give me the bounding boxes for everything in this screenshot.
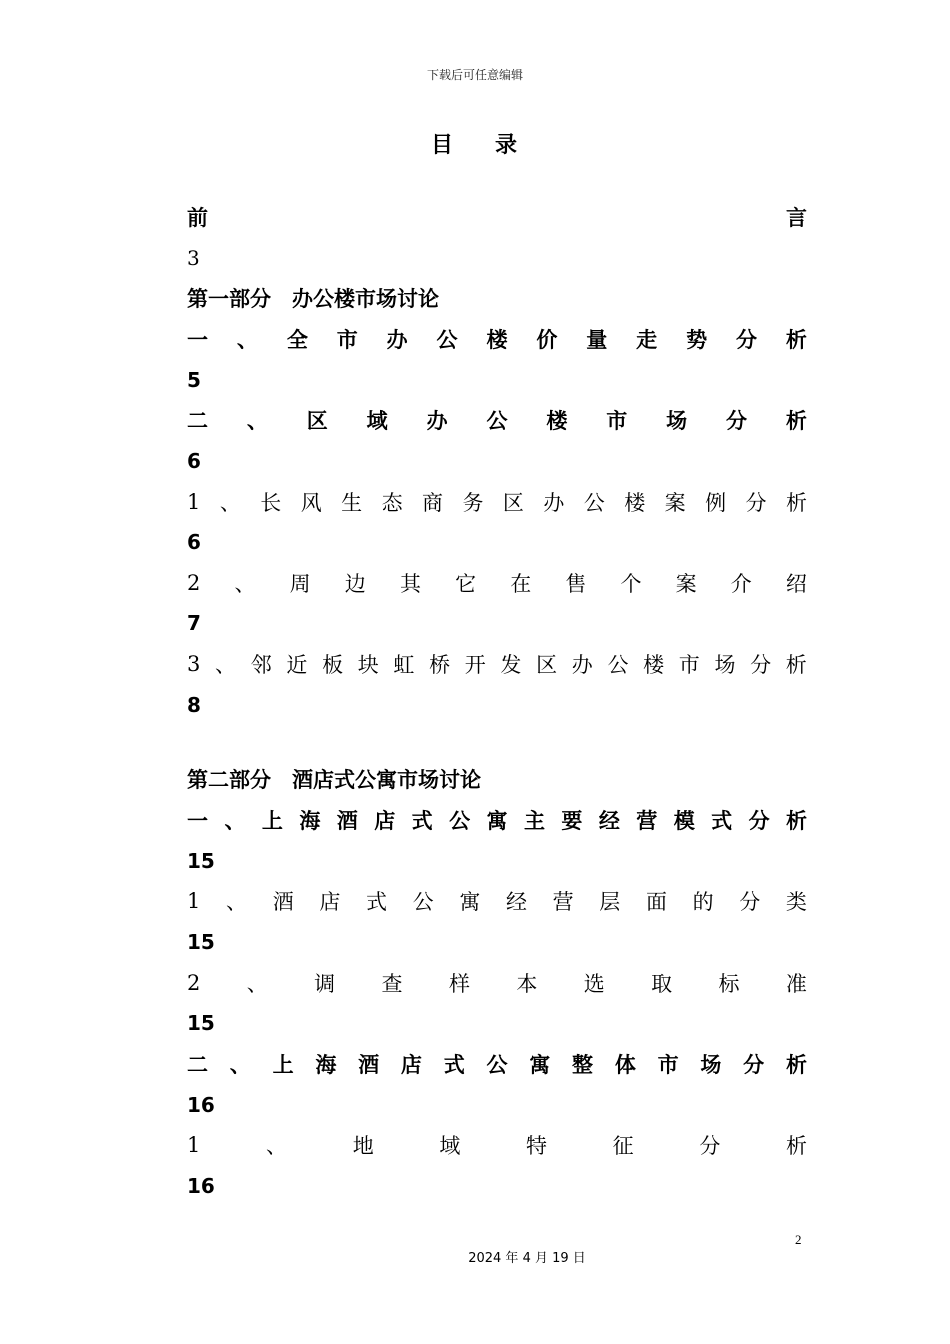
toc-title	[0, 128, 950, 159]
toc-char: 整	[572, 1053, 594, 1077]
toc-char: 主	[523, 809, 545, 833]
toc-char: 特	[526, 1134, 547, 1158]
toc-char: 绍	[785, 572, 807, 596]
toc-char: 析	[786, 809, 807, 833]
toc-char: 选	[583, 972, 605, 996]
toc-char: 近	[286, 653, 308, 677]
toc-char: 风	[300, 491, 322, 515]
toc-char: 案	[675, 572, 697, 596]
toc-char: 量	[586, 328, 608, 352]
toc-char: 开	[464, 653, 486, 677]
toc-char: 海	[299, 809, 321, 833]
toc-char: 、	[236, 328, 258, 352]
toc-char: 上	[261, 809, 283, 833]
toc-char: 前	[187, 206, 208, 230]
toc-char: 、	[266, 1134, 288, 1158]
toc-entry[interactable]	[187, 968, 807, 998]
toc-char: 3	[187, 652, 201, 676]
toc-page-number: 8	[187, 693, 201, 717]
toc-char: 其	[399, 572, 421, 596]
toc-char: 区	[536, 653, 558, 677]
toc-char: 边	[344, 572, 366, 596]
toc-char: 楼	[643, 653, 665, 677]
toc-char: 地	[352, 1134, 374, 1158]
toc-char: 样	[448, 972, 470, 996]
toc-char: 它	[455, 572, 477, 596]
toc-char: 势	[686, 328, 708, 352]
toc-char: 分	[726, 409, 748, 433]
toc-char: 店	[319, 890, 341, 914]
toc-entry-preface[interactable]	[187, 202, 807, 232]
toc-char: 市	[657, 1053, 679, 1077]
toc-char: 市	[336, 328, 358, 352]
toc-char: 酒	[358, 1053, 380, 1077]
toc-char: 寓	[486, 809, 508, 833]
toc-char: 公	[436, 328, 458, 352]
toc-char: 营	[552, 890, 574, 914]
toc-char: 2	[187, 971, 201, 995]
toc-char: 例	[705, 491, 727, 515]
toc-char: 公	[583, 491, 605, 515]
toc-char: 酒	[336, 809, 358, 833]
toc-char: 域	[366, 409, 388, 433]
toc-char: 类	[785, 890, 807, 914]
toc-page-number: 3	[187, 246, 200, 270]
toc-char: 模	[673, 809, 695, 833]
toc-title-char: 录	[495, 133, 520, 158]
toc-char: 的	[692, 890, 714, 914]
toc-page-number: 6	[187, 449, 201, 473]
toc-char: 、	[246, 409, 268, 433]
toc-char: 准	[785, 972, 807, 996]
toc-char: 分	[739, 890, 761, 914]
toc-char: 态	[381, 491, 403, 515]
toc-char: 体	[614, 1053, 636, 1077]
toc-char: 式	[443, 1053, 465, 1077]
toc-char: 在	[510, 572, 532, 596]
toc-char: 查	[381, 972, 403, 996]
toc-char: 板	[322, 653, 344, 677]
toc-char: 价	[536, 328, 558, 352]
toc-char: 二	[187, 1053, 208, 1077]
toc-char: 店	[400, 1053, 422, 1077]
toc-char: 务	[462, 491, 484, 515]
toc-char: 、	[246, 972, 268, 996]
toc-char: 、	[226, 890, 248, 914]
toc-char: 、	[229, 1053, 251, 1077]
toc-char: 区	[502, 491, 524, 515]
toc-char: 楼	[486, 328, 508, 352]
toc-char: 式	[366, 890, 387, 914]
toc-char: 案	[664, 491, 686, 515]
toc-char: 2	[187, 571, 201, 595]
toc-entry[interactable]	[187, 324, 807, 354]
toc-page-number: 15	[187, 849, 215, 873]
toc-char: 邻	[250, 653, 272, 677]
toc-char: 商	[422, 491, 443, 515]
toc-char: 经	[598, 809, 620, 833]
toc-char: 析	[785, 1134, 807, 1158]
toc-page-number: 6	[187, 530, 201, 554]
toc-char: 区	[306, 409, 328, 433]
toc-char: 要	[561, 809, 583, 833]
toc-char: 公	[607, 653, 629, 677]
toc-char: 场	[700, 1053, 722, 1077]
toc-char: 析	[785, 409, 807, 433]
toc-char: 分	[735, 328, 757, 352]
toc-char: 标	[718, 972, 740, 996]
toc-char: 场	[666, 409, 688, 433]
toc-page-number: 7	[187, 611, 201, 635]
toc-char: 海	[315, 1053, 337, 1077]
toc-char: 发	[500, 653, 522, 677]
toc-char: 析	[785, 653, 807, 677]
toc-char: 析	[785, 328, 807, 352]
toc-char: 分	[699, 1134, 721, 1158]
toc-char: 1	[187, 490, 201, 514]
toc-char: 公	[486, 1053, 508, 1077]
toc-char: 介	[730, 572, 752, 596]
page-header: 下载后可任意编辑	[426, 68, 523, 82]
toc-char: 办	[426, 409, 448, 433]
toc-char: 一	[187, 328, 208, 352]
toc-char: 本	[516, 972, 538, 996]
toc-char: 长	[260, 491, 282, 515]
toc-char: 、	[234, 572, 256, 596]
toc-char: 取	[651, 972, 673, 996]
page-number: 2	[795, 1232, 802, 1247]
toc-title-char: 目	[430, 133, 455, 158]
toc-char: 、	[215, 653, 237, 677]
toc-char: 售	[565, 572, 587, 596]
toc-char: 经	[505, 890, 527, 914]
toc-char: 式	[711, 809, 733, 833]
toc-char: 上	[272, 1053, 294, 1077]
toc-entry[interactable]	[187, 649, 807, 679]
toc-page-number: 5	[187, 368, 201, 392]
toc-char: 办	[386, 328, 408, 352]
toc-char: 楼	[624, 491, 646, 515]
toc-char: 营	[636, 809, 658, 833]
toc-char: 全	[286, 328, 308, 352]
toc-char: 楼	[546, 409, 568, 433]
toc-part-heading[interactable]: 第一部分 办公楼市场讨论	[187, 287, 439, 311]
toc-char: 市	[678, 653, 700, 677]
toc-char: 生	[341, 491, 363, 515]
toc-char: 面	[645, 890, 667, 914]
toc-char: 式	[411, 809, 433, 833]
toc-part-heading[interactable]: 第二部分 酒店式公寓市场讨论	[187, 768, 481, 792]
toc-char: 酒	[272, 890, 294, 914]
toc-char: 公	[449, 809, 471, 833]
toc-char: 走	[636, 328, 658, 352]
toc-char: 店	[374, 809, 396, 833]
toc-entry[interactable]	[187, 568, 807, 598]
toc-page-number: 16	[187, 1093, 215, 1117]
toc-entry[interactable]	[187, 1049, 807, 1079]
toc-char: 征	[612, 1134, 634, 1158]
toc-char: 言	[786, 206, 807, 230]
toc-char: 市	[606, 409, 628, 433]
toc-char: 分	[750, 653, 772, 677]
toc-page-number: 15	[187, 930, 215, 954]
toc-entry[interactable]	[187, 487, 807, 517]
toc-char: 场	[714, 653, 736, 677]
toc-char: 分	[745, 491, 767, 515]
toc-char: 块	[357, 653, 379, 677]
toc-char: 析	[785, 491, 807, 515]
toc-char: 一	[187, 809, 208, 833]
toc-char: 办	[571, 653, 593, 677]
toc-entry[interactable]	[187, 1130, 807, 1160]
toc-char: 寓	[459, 890, 481, 914]
toc-char: 分	[748, 809, 770, 833]
footer-date: 2024 年 4 月 19 日	[468, 1251, 586, 1266]
toc-entry[interactable]	[187, 886, 807, 916]
toc-char: 桥	[429, 653, 451, 677]
toc-char: 办	[543, 491, 565, 515]
toc-char: 虹	[393, 653, 415, 677]
toc-char: 、	[219, 491, 241, 515]
toc-char: 调	[314, 972, 336, 996]
toc-page-number: 15	[187, 1011, 215, 1035]
toc-char: 析	[785, 1053, 807, 1077]
toc-char: 1	[187, 1133, 201, 1157]
toc-page-number: 16	[187, 1174, 215, 1198]
toc-char: 二	[187, 409, 208, 433]
toc-char: 寓	[529, 1053, 551, 1077]
toc-char: 、	[224, 809, 246, 833]
toc-char: 层	[599, 890, 621, 914]
toc-char: 公	[412, 890, 434, 914]
toc-entry[interactable]	[187, 805, 807, 835]
toc-char: 分	[743, 1053, 765, 1077]
toc-char: 域	[439, 1134, 461, 1158]
toc-char: 1	[187, 889, 201, 913]
toc-char: 周	[289, 572, 311, 596]
toc-entry[interactable]	[187, 405, 807, 435]
toc-char: 公	[486, 409, 508, 433]
toc-char: 个	[620, 572, 642, 596]
